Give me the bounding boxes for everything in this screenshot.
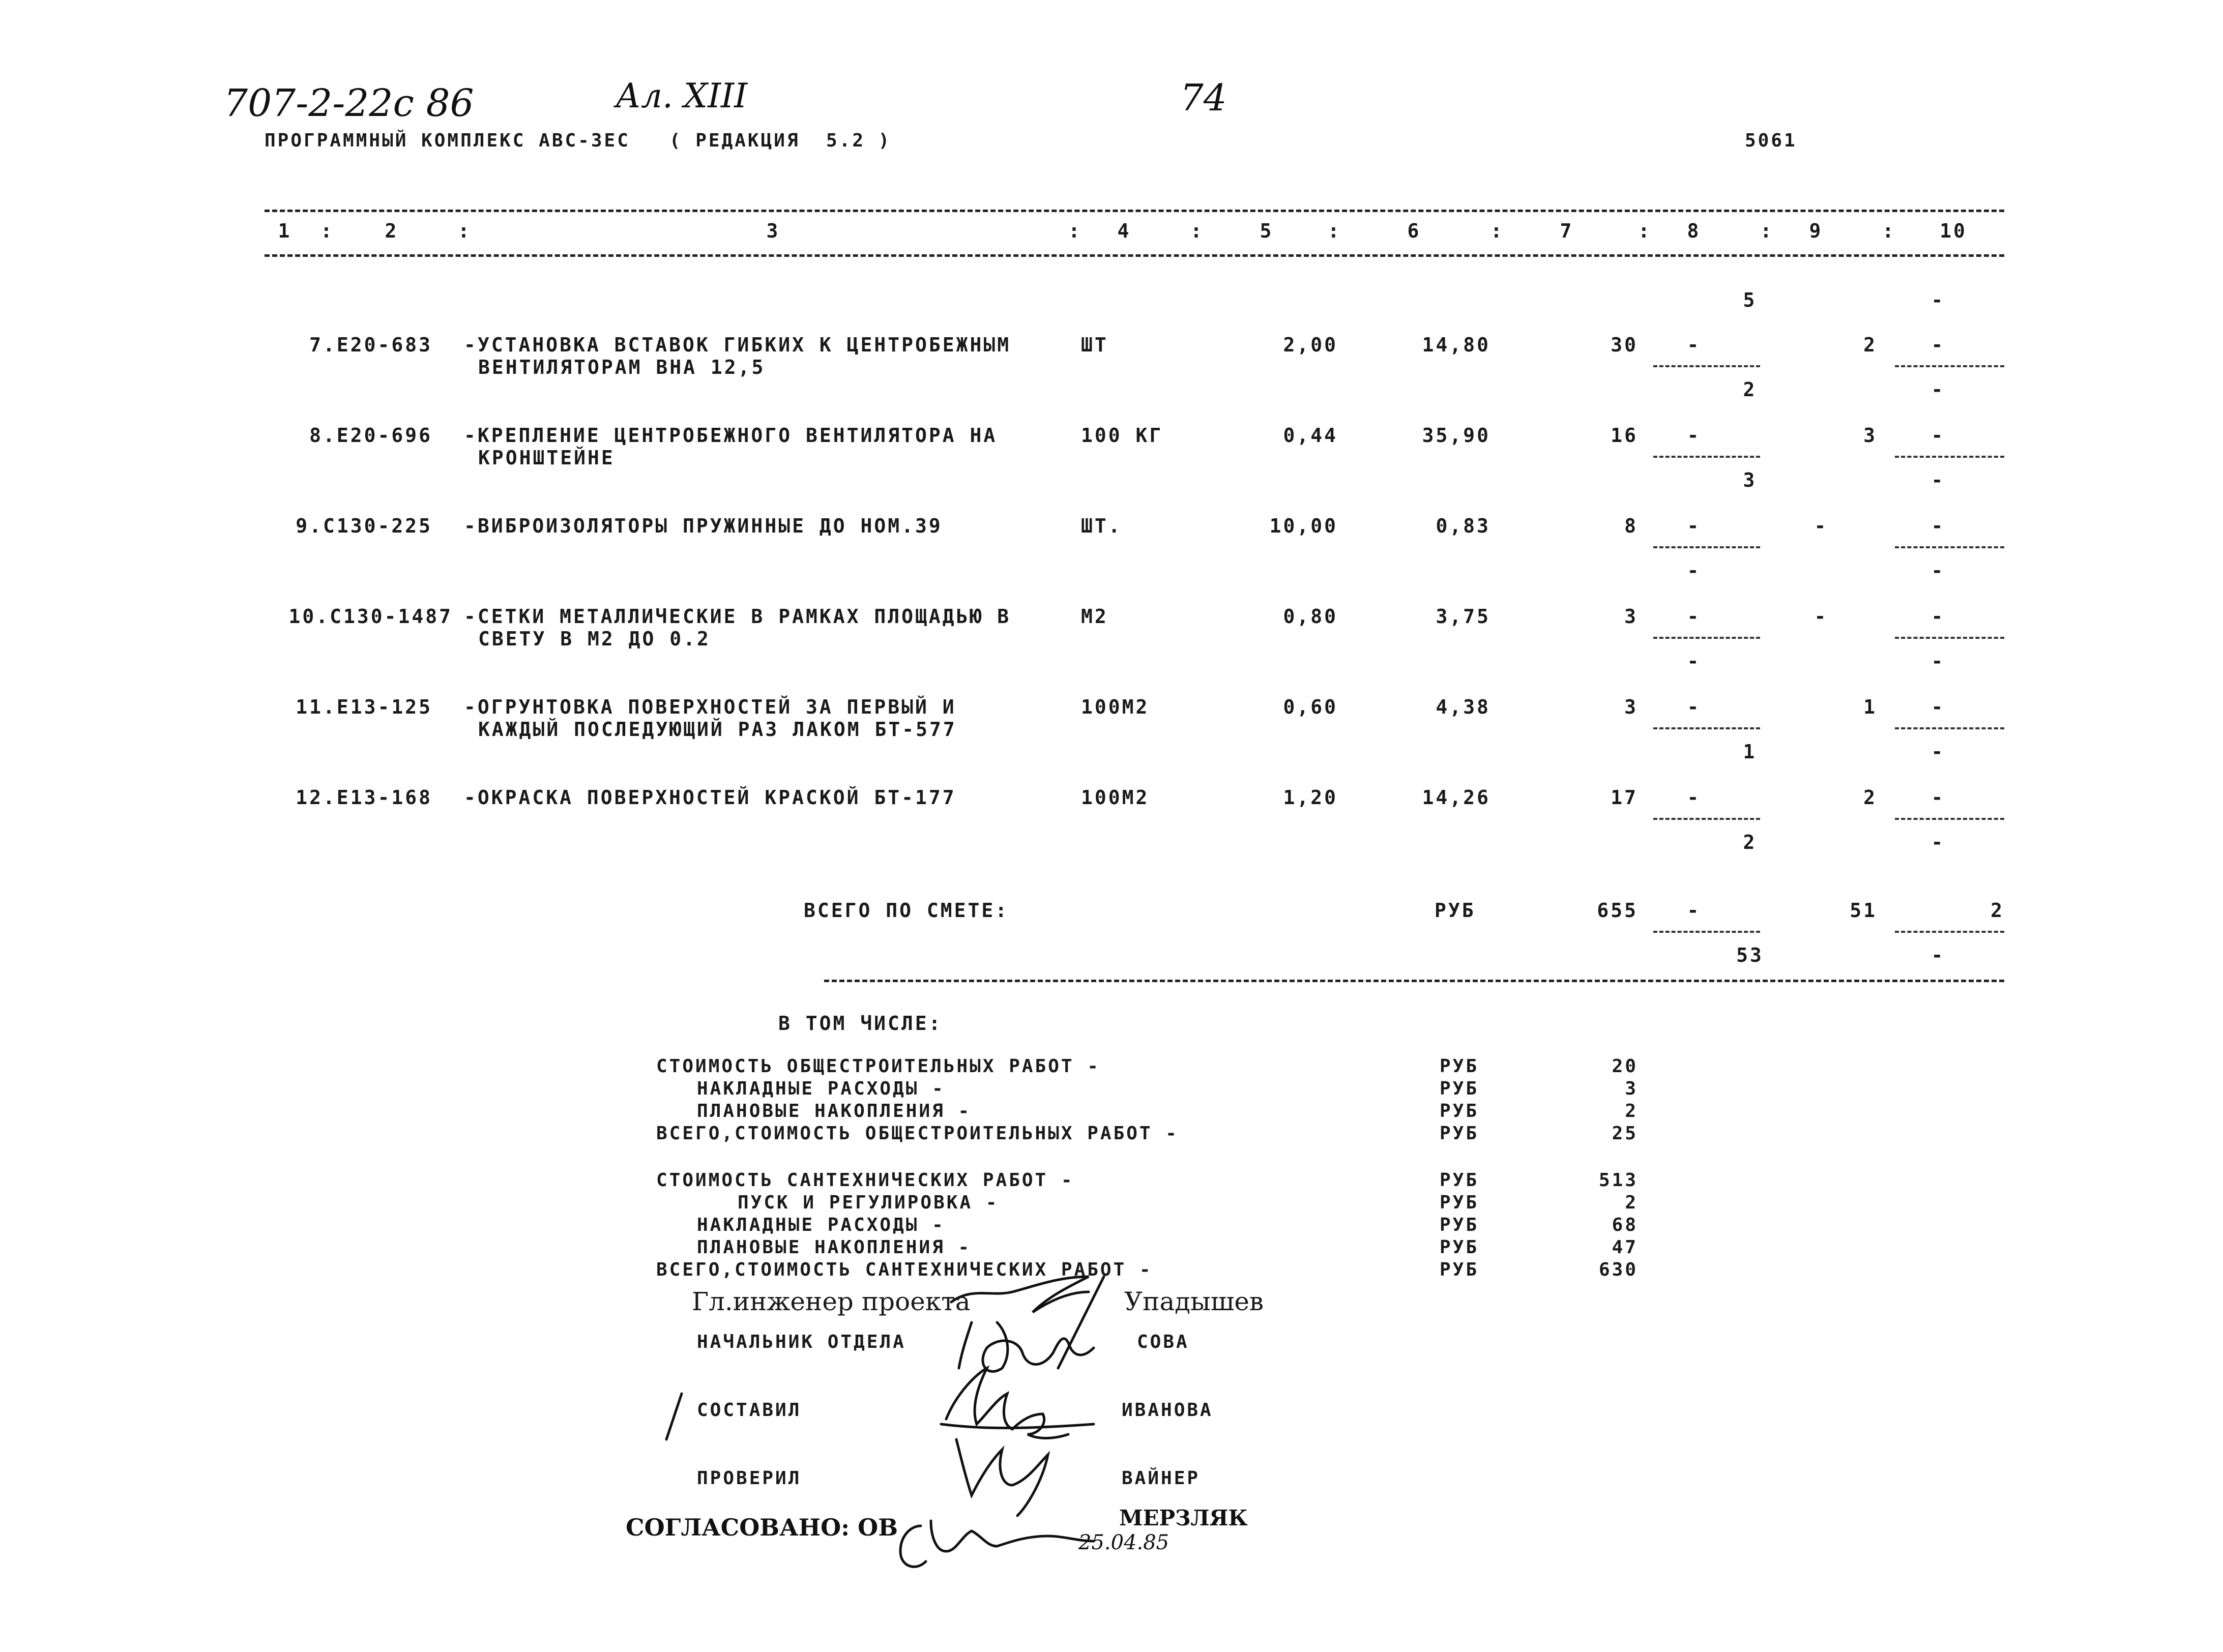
signature-role: СОСТАВИЛ [697,1400,802,1421]
row-c8-bottom: - [1687,559,1701,582]
col-sep: : [1328,220,1341,242]
row-c10-top: - [1931,424,1945,447]
breakdown-label: ВСЕГО,СТОИМОСТЬ САНТЕХНИЧЕСКИХ РАБОТ - [656,1259,1153,1280]
row-description: -ОКРАСКА ПОВЕРХНОСТЕЙ КРАСКОЙ БТ-177 [464,786,956,809]
row-c9: 1 [1863,696,1877,718]
row-price: 4,38 [1436,696,1490,718]
row-c9: - [1814,515,1828,537]
col-sep: : [1638,220,1652,242]
row-unit: М2 [1081,605,1108,628]
row-c10-top: - [1931,696,1945,718]
breakdown-intro: В ТОМ ЧИСЛЕ: [778,1012,943,1035]
grand-total-c8-top: - [1687,899,1701,922]
row-unit: 100 КГ [1081,424,1163,447]
row-c10-bottom: - [1931,469,1945,491]
grand-total-c9: 51 [1850,899,1877,922]
signature-name: ИВАНОВА [1122,1400,1213,1421]
signature-name: СОВА [1137,1332,1189,1352]
grand-total-c10-bottom: - [1931,944,1945,966]
row-c10-top: - [1931,605,1945,628]
row-qty: 0,80 [1283,605,1338,628]
col-3: 3 [766,220,780,242]
col-sep: : [458,220,472,242]
row-c8-top: - [1687,334,1701,356]
breakdown-value: 47 [1612,1237,1638,1258]
row-c9: 3 [1863,424,1877,447]
row-total: 8 [1624,515,1638,537]
row-total: 3 [1624,696,1638,718]
row-qty: 0,44 [1283,424,1338,447]
carry-c8: 5 [1743,289,1757,311]
signature-role: Гл.инженер проекта [692,1287,971,1316]
breakdown-label: НАКЛАДНЫЕ РАСХОДЫ - [697,1078,945,1099]
row-description: -ОГРУНТОВКА ПОВЕРХНОСТЕЙ ЗА ПЕРВЫЙ И [464,696,956,718]
row-c9: 2 [1863,334,1877,356]
breakdown-unit: РУБ [1440,1237,1479,1258]
col-2: 2 [385,220,399,242]
row-c8-bottom: 3 [1743,469,1757,491]
row-c8-top: - [1687,515,1701,537]
row-c8-top: - [1687,786,1701,809]
grand-total-unit: РУБ [1435,899,1476,922]
breakdown-label: СТОИМОСТЬ САНТЕХНИЧЕСКИХ РАБОТ - [656,1170,1074,1191]
row-c8-bottom: - [1687,650,1701,672]
row-qty: 0,60 [1283,696,1338,718]
row-c8-bottom: 1 [1743,741,1757,763]
grand-total-c8-bottom: 53 [1736,944,1764,966]
row-description: -ВИБРОИЗОЛЯТОРЫ ПРУЖИННЫЕ ДО НОМ.39 [464,515,943,537]
col-4: 4 [1117,220,1131,242]
row-c10-bottom: - [1931,378,1945,401]
breakdown-value: 2 [1625,1192,1638,1213]
row-c10-bottom: - [1931,559,1945,582]
col-sep: : [1190,220,1204,242]
breakdown-value: 68 [1612,1215,1638,1235]
signature-name: Упадышев [1124,1287,1264,1316]
breakdown-label: ПЛАНОВЫЕ НАКОПЛЕНИЯ - [697,1101,972,1122]
signature-role: НАЧАЛЬНИК ОТДЕЛА [697,1332,906,1352]
page-number: 74 [1180,76,1227,119]
row-qty: 10,00 [1269,515,1338,537]
row-price: 14,80 [1422,334,1490,356]
breakdown-unit: РУБ [1440,1101,1479,1122]
row-c9: - [1814,605,1828,628]
signature-name: МЕРЗЛЯК [1119,1506,1248,1530]
row-total: 16 [1611,424,1638,447]
row-number: 8.Е20-696 [309,424,432,447]
row-total: 3 [1624,605,1638,628]
row-qty: 2,00 [1283,334,1338,356]
breakdown-unit: РУБ [1440,1056,1479,1077]
row-price: 14,26 [1422,786,1490,809]
col-6: 6 [1407,220,1421,242]
col-8: 8 [1687,220,1701,242]
row-c8-bottom: 2 [1743,831,1757,853]
grand-total-c10-top: 2 [1991,899,2004,922]
row-unit: ШТ [1081,334,1108,356]
row-c10-bottom: - [1931,650,1945,672]
row-c8-top: - [1687,605,1701,628]
grand-total-value: 655 [1597,899,1638,922]
col-1: 1 [278,220,292,242]
row-c10-top: - [1931,334,1945,356]
row-description: -КРЕПЛЕНИЕ ЦЕНТРОБЕЖНОГО ВЕНТИЛЯТОРА НА [464,424,998,447]
row-total: 30 [1611,334,1638,356]
row-number: 10.С130-1487 [288,605,453,628]
breakdown-unit: РУБ [1440,1192,1479,1213]
col-sep: : [1068,220,1082,242]
sheet-number: 5061 [1745,130,1797,151]
row-description-cont: КАЖДЫЙ ПОСЛЕДУЮЩИЙ РАЗ ЛАКОМ БТ-577 [478,718,957,741]
row-c10-top: - [1931,786,1945,809]
breakdown-unit: РУБ [1440,1259,1479,1280]
row-c9: 2 [1863,786,1877,809]
signature-date: 25.04.85 [1078,1531,1169,1554]
breakdown-value: 2 [1625,1101,1638,1122]
row-price: 35,90 [1422,424,1490,447]
breakdown-value: 513 [1598,1170,1638,1191]
breakdown-label: СТОИМОСТЬ ОБЩЕСТРОИТЕЛЬНЫХ РАБОТ - [656,1056,1100,1077]
breakdown-unit: РУБ [1440,1078,1479,1099]
row-description: -УСТАНОВКА ВСТАВОК ГИБКИХ К ЦЕНТРОБЕЖНЫМ [464,334,1011,356]
row-c10-bottom: - [1931,741,1945,763]
col-9: 9 [1809,220,1823,242]
signature-role: ПРОВЕРИЛ [697,1468,802,1489]
col-5: 5 [1260,220,1274,242]
row-number: 11.Е13-125 [296,696,432,718]
row-c8-top: - [1687,696,1701,718]
col-10: 10 [1940,220,1967,242]
carry-c10: - [1931,289,1945,311]
row-c10-bottom: - [1931,831,1945,853]
row-description-cont: ВЕНТИЛЯТОРАМ ВНА 12,5 [478,356,766,378]
row-qty: 1,20 [1283,786,1338,809]
grand-total-label: ВСЕГО ПО СМЕТЕ: [804,899,1009,922]
breakdown-value: 25 [1612,1123,1638,1144]
program-title: ПРОГРАММНЫЙ КОМПЛЕКС АВС-ЗЕС ( РЕДАКЦИЯ 5.2 ) [265,130,892,151]
breakdown-value: 3 [1625,1078,1638,1099]
row-price: 0,83 [1436,515,1490,537]
row-unit: ШТ. [1081,515,1122,537]
row-number: 9.С130-225 [296,515,432,537]
row-total: 17 [1611,786,1638,809]
row-description-cont: СВЕТУ В М2 ДО 0.2 [478,628,711,650]
album-number: Ал. XIII [616,76,748,115]
breakdown-label: ПУСК И РЕГУЛИРОВКА - [738,1192,999,1213]
row-c8-top: - [1687,424,1701,447]
signature-name: ВАЙНЕР [1122,1468,1201,1489]
breakdown-unit: РУБ [1440,1170,1479,1191]
breakdown-label: ПЛАНОВЫЕ НАКОПЛЕНИЯ - [697,1237,972,1258]
row-number: 7.Е20-683 [309,334,432,356]
row-c10-top: - [1931,515,1945,537]
breakdown-value: 20 [1612,1056,1638,1077]
breakdown-unit: РУБ [1440,1215,1479,1235]
col-sep: : [1490,220,1504,242]
breakdown-label: ВСЕГО,СТОИМОСТЬ ОБЩЕСТРОИТЕЛЬНЫХ РАБОТ - [656,1123,1179,1144]
row-unit: 100М2 [1081,696,1150,718]
document-code: 707-2-22с 86 [224,81,474,125]
col-sep: : [1760,220,1774,242]
signature-role: СОГЛАСОВАНО: ОВ [626,1514,898,1541]
breakdown-unit: РУБ [1440,1123,1479,1144]
breakdown-value: 630 [1598,1259,1638,1280]
col-sep: : [1882,220,1896,242]
row-description: -СЕТКИ МЕТАЛЛИЧЕСКИЕ В РАМКАХ ПЛОЩАДЬЮ В [464,605,1011,628]
col-sep: : [320,220,334,242]
row-number: 12.Е13-168 [296,786,432,809]
row-description-cont: КРОНШТЕЙНЕ [478,447,615,469]
col-7: 7 [1560,220,1574,242]
breakdown-label: НАКЛАДНЫЕ РАСХОДЫ - [697,1215,945,1235]
row-c8-bottom: 2 [1743,378,1757,401]
row-unit: 100М2 [1081,786,1150,809]
row-price: 3,75 [1436,605,1490,628]
